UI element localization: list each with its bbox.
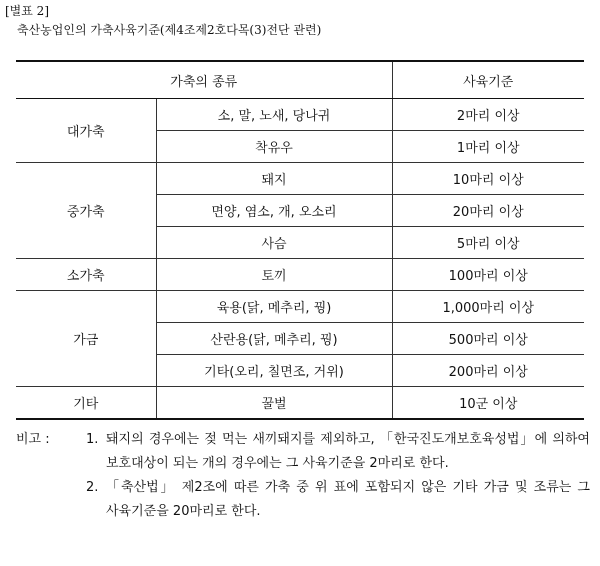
type-cell: 돼지 <box>156 162 392 194</box>
header-standard: 사육기준 <box>392 61 584 99</box>
table-row <box>16 258 584 290</box>
remark-text: 「축산법」 제2조에 따른 가축 중 위 표에 포함되지 않은 기타 가금 및 조류는 그 사육기준을 20마리로 한다. <box>106 480 590 519</box>
table-row <box>16 386 584 419</box>
standard-cell: 1,000마리 이상 <box>392 290 584 322</box>
standard-cell: 10군 이상 <box>392 386 584 419</box>
standard-cell: 5마리 이상 <box>392 226 584 258</box>
remarks-prefix: 비고 : <box>16 432 50 447</box>
standard-cell: 200마리 이상 <box>392 354 584 386</box>
remarks-section <box>16 428 590 524</box>
table-row <box>16 162 584 194</box>
category-cell: 대가축 <box>16 99 156 163</box>
type-cell: 꿀벌 <box>156 386 392 419</box>
category-cell: 소가축 <box>16 258 156 290</box>
livestock-standards-table <box>16 60 584 420</box>
appendix-label: [별표 2] <box>5 4 49 18</box>
standard-cell: 1마리 이상 <box>392 130 584 162</box>
type-cell: 토끼 <box>156 258 392 290</box>
remark-text: 돼지의 경우에는 젖 먹는 새끼돼지를 제외하고, 「한국진도개보호육성법」에 의하여 보호대상이 되는 개의 경우에는 그 사육기준을 2마리로 한다. <box>106 432 590 471</box>
type-cell: 면양, 염소, 개, 오소리 <box>156 194 392 226</box>
table-row <box>16 290 584 322</box>
standard-cell: 500마리 이상 <box>392 322 584 354</box>
category-cell: 중가축 <box>16 162 156 258</box>
type-cell: 착유우 <box>156 130 392 162</box>
type-cell: 육용(닭, 메추리, 꿩) <box>156 290 392 322</box>
type-cell: 기타(오리, 칠면조, 거위) <box>156 354 392 386</box>
standard-cell: 2마리 이상 <box>392 99 584 131</box>
table-header-row <box>16 61 584 99</box>
type-cell: 산란용(닭, 메추리, 꿩) <box>156 322 392 354</box>
remark-item <box>16 476 590 524</box>
remark-number: 2. <box>86 480 99 495</box>
standard-cell: 100마리 이상 <box>392 258 584 290</box>
header-livestock-type: 가축의 종류 <box>16 61 392 99</box>
remark-number: 1. <box>86 432 99 447</box>
remark-item <box>16 428 590 476</box>
document-subtitle: 축산농업인의 가축사육기준(제4조제2호다목(3)전단 관련) <box>17 23 322 37</box>
type-cell: 소, 말, 노새, 당나귀 <box>156 99 392 131</box>
type-cell: 사슴 <box>156 226 392 258</box>
category-cell: 기타 <box>16 386 156 419</box>
category-cell: 가금 <box>16 290 156 386</box>
table-row <box>16 99 584 131</box>
standard-cell: 10마리 이상 <box>392 162 584 194</box>
standard-cell: 20마리 이상 <box>392 194 584 226</box>
